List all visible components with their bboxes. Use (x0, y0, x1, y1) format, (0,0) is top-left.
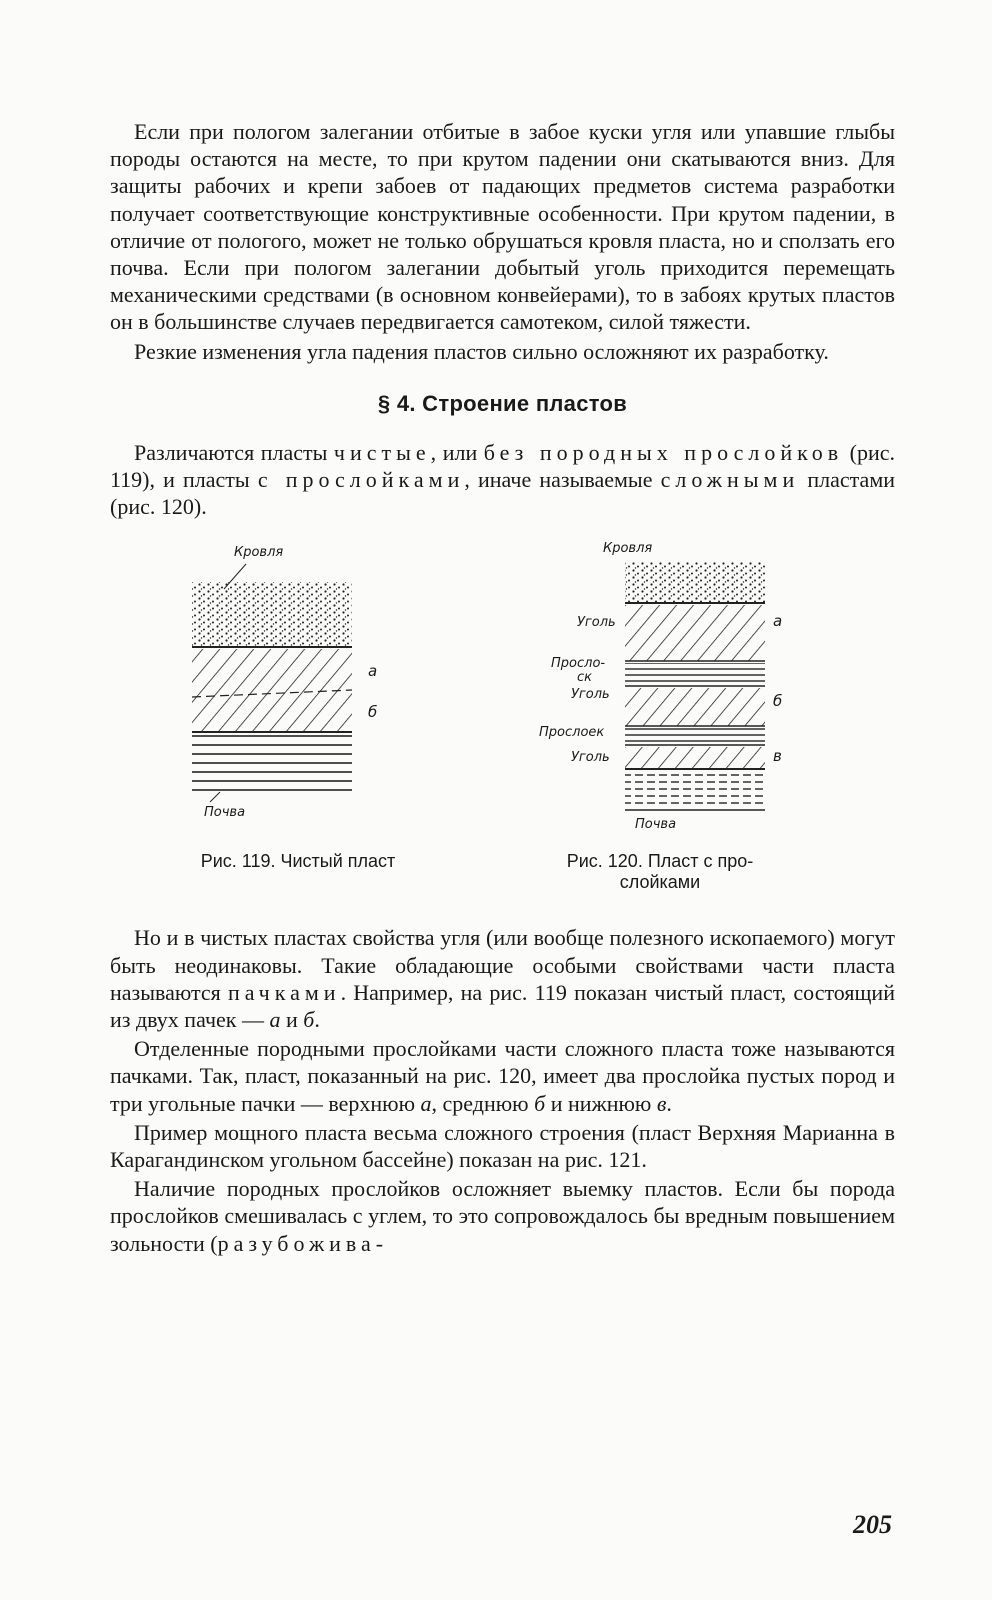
paragraph-example: Пример мощного пласта весьма сложного строения (пласт Верхняя Марианна в Карагандинском угольном бассейне) показан на рис. 121. (110, 1119, 895, 1173)
paragraph-dip-changes: Резкие изменения угла падения пластов сильно осложняют их разработку. (134, 338, 829, 364)
fig120-label-v: в (773, 747, 782, 766)
fig120-label-roof: Кровля (603, 541, 653, 557)
fig120-label-parting-2: Прослоек (539, 725, 605, 741)
packs-italic-b: б (303, 1007, 315, 1033)
fig120-coal-pack-b (625, 688, 765, 726)
section-title: § 4. Строение пластов (377, 390, 628, 416)
complex-italic-v: в (656, 1090, 667, 1116)
fig120-parting-1 (625, 663, 765, 685)
fig120-label-coal-1: Уголь (577, 615, 616, 631)
fig119-label-a: а (368, 662, 378, 681)
paragraph-packs (110, 924, 895, 1033)
paragraph-complex (110, 1035, 895, 1117)
fig120-label-a: а (773, 612, 783, 631)
complex-italic-b: б (534, 1090, 546, 1116)
intro-text-2: , или (430, 439, 484, 465)
paragraph-partings (110, 1175, 895, 1257)
figure-120-caption-line-2: слойками (619, 872, 701, 893)
intro-spaced-3: с прослойками (257, 467, 465, 493)
paragraph-dip: Если при пологом залегании отбитые в забое куски угля или упавшие глыбы породы остаются на месте, то при крутом падении они скатываются вниз. Для защиты рабочих и крепи забоев от падающих предметов система разработки получает соответствующие конструктивные особенности. При крутом падении, в отличие от пологого, может не только обрушаться кровля пласта, но и сползать его почва. Если при пологом залегании добытый уголь приходится перемещать механическими средствами (в основном конвейерами), то в забоях крутых пластов он в большинстве случаев передвигается самотеком, силой тяжести. (110, 119, 895, 335)
intro-spaced-1: чистые (333, 439, 431, 465)
intro-text-3: (рис. 119), и пласты (110, 439, 895, 493)
fig120-label-coal-3: Уголь (571, 750, 610, 766)
packs-italic-a: а (269, 1007, 281, 1033)
figures-row (110, 534, 895, 924)
partings-text-1: Наличие породных прослойков осложняет выемку пластов. Если бы порода прослойков смешивалась с углем, то это сопровождалось бы вредным повышением зольности ( (110, 1176, 895, 1256)
packs-text-2: . Например, на рис. 119 показан чистый пласт, состоящий из двух пачек — (110, 979, 895, 1033)
fig120-label-parting-1b: ск (577, 670, 592, 686)
packs-spaced-term: пачками (228, 979, 341, 1005)
partings-spaced-term: разубожива- (217, 1230, 389, 1256)
figure-120-drawing (515, 534, 785, 834)
intro-spaced-2: без породных прослойков (483, 439, 844, 465)
packs-text-4: . (314, 1007, 320, 1033)
complex-text-3: и нижнюю (545, 1090, 657, 1116)
complex-italic-a: а (420, 1090, 432, 1116)
complex-text-1: Отделенные породными прослойками части сложного пласта тоже называются пачками. Так, пласт, показанный на рис. 120, имеет два прослойка пустых пород и три угольные пачки — верхнюю (110, 1036, 895, 1116)
figure-120-caption (530, 851, 790, 893)
fig119-roof-rock (192, 582, 352, 646)
fig120-roof-rock (625, 562, 765, 602)
fig119-label-roof: Кровля (234, 545, 284, 561)
fig119-coal-seam (192, 649, 352, 731)
fig120-floor-rock (625, 771, 765, 809)
page-content (110, 118, 895, 1257)
packs-text-1: Но и в чистых пластах свойства угля (или вообще полезного ископаемого) могут быть неодинаковы. Такие обладающие особыми свойствами части пласта называются (110, 925, 895, 1005)
fig120-coal-pack-a (625, 605, 765, 661)
fig119-label-b: б (368, 703, 378, 722)
figure-120 (515, 534, 785, 834)
figure-120-caption-line-1: Рис. 120. Пласт с про- (566, 851, 754, 872)
fig119-floor-rock (192, 734, 352, 796)
paragraph-intro (110, 439, 895, 521)
fig120-label-coal-2: Уголь (571, 687, 610, 703)
fig120-label-b: б (773, 692, 783, 711)
figure-119 (180, 534, 410, 834)
complex-text-4: . (666, 1090, 672, 1116)
intro-text-4: , иначе называемые (464, 467, 661, 493)
fig120-parting-2 (625, 728, 765, 744)
fig120-label-parting-1a: Просло- (551, 656, 606, 672)
complex-text-2: , среднюю (431, 1090, 535, 1116)
packs-text-3: и (280, 1007, 304, 1033)
figure-119-drawing (180, 534, 410, 834)
intro-text-5: пластами (рис. 120). (110, 467, 896, 520)
figure-119-caption: Рис. 119. Чистый пласт (200, 851, 396, 872)
fig120-label-floor: Почва (635, 817, 677, 833)
page-number: 205 (853, 1510, 892, 1539)
fig119-label-floor: Почва (204, 805, 246, 821)
intro-spaced-4: сложными (660, 467, 800, 493)
intro-text-1: Различаются пласты (134, 439, 334, 465)
fig120-coal-pack-v (625, 747, 765, 769)
